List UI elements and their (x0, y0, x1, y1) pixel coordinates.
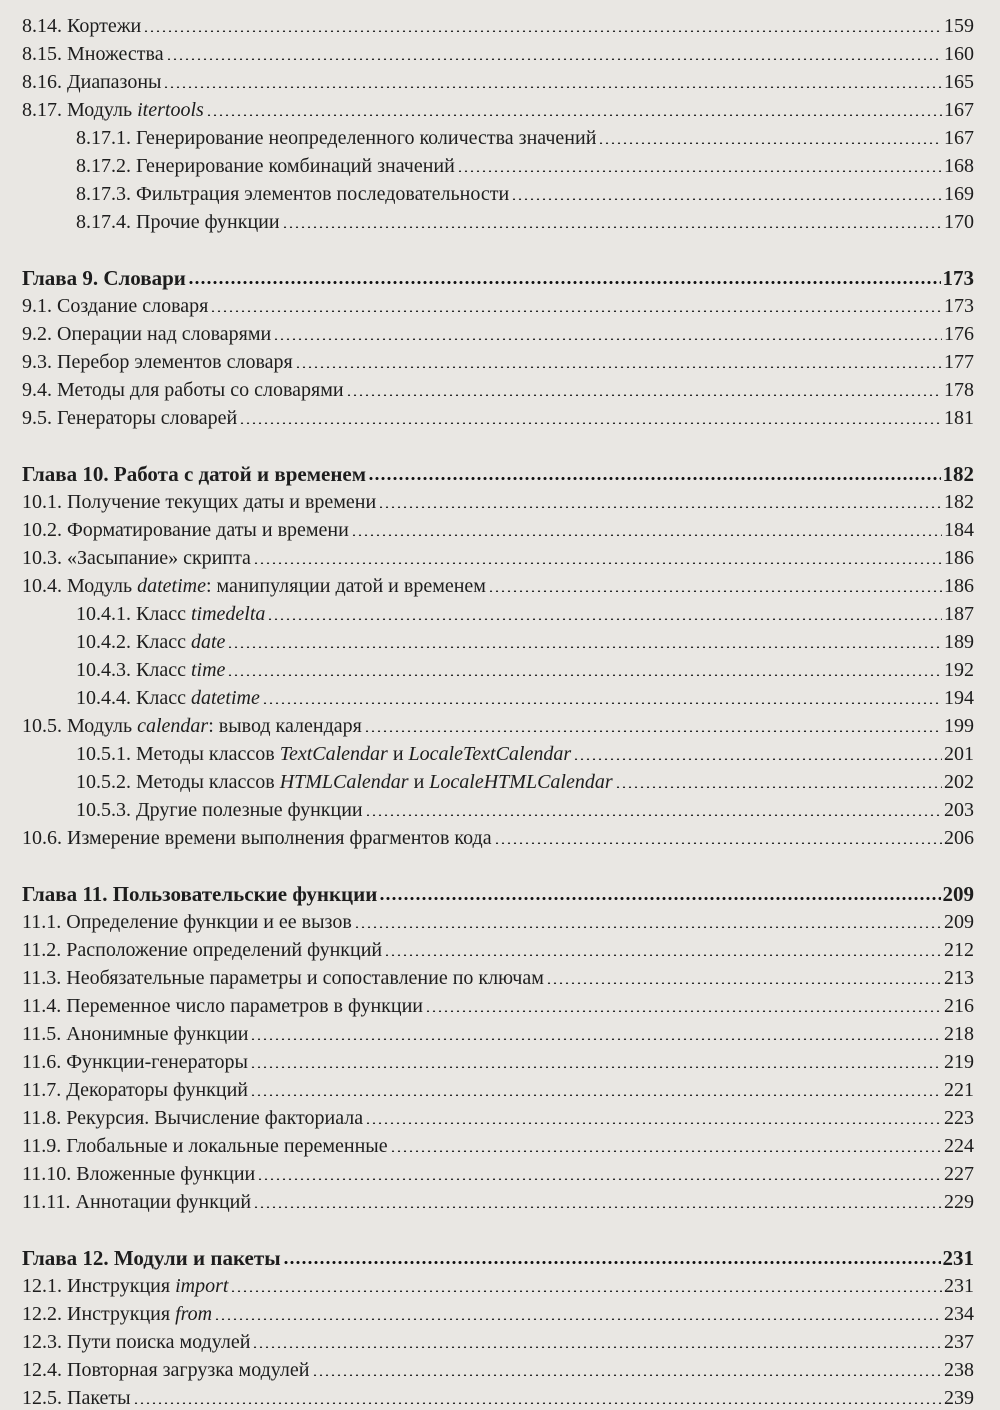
toc-entry-title (22, 1050, 248, 1074)
toc-title-part: 11.8. Рекурсия. Вычисление факториала (22, 1107, 364, 1129)
dot-leader (214, 1318, 942, 1320)
dot-leader (546, 982, 942, 984)
toc-entry-title (22, 70, 161, 94)
toc-entry-title (22, 1302, 212, 1326)
toc-title-part: 12.2. Инструкция (22, 1303, 176, 1325)
toc-entry (76, 738, 974, 766)
toc-title-part: datetime (190, 687, 260, 709)
toc-page-number: 184 (944, 519, 974, 541)
toc-entry (22, 1102, 974, 1130)
dot-leader (365, 814, 942, 816)
dot-leader (239, 422, 942, 424)
toc-title-part: 12.3. Пути поиска модулей (22, 1331, 251, 1353)
toc-title-part: 11.9. Глобальные и локальные переменные (22, 1135, 388, 1157)
dot-leader (250, 1094, 942, 1096)
toc-page-number: 160 (944, 43, 974, 65)
dot-leader (267, 618, 942, 620)
toc-page-number: 202 (944, 771, 974, 793)
toc-entry-title (22, 994, 423, 1018)
dot-leader (282, 226, 942, 228)
toc-page-number: 192 (944, 659, 974, 681)
toc-entry-title (22, 1022, 248, 1046)
toc-entry-title (76, 686, 260, 710)
toc-entry-title (22, 42, 164, 66)
toc-title-part: 11.11. Аннотации функций (22, 1191, 252, 1213)
toc-title-part: 11.6. Функции-генераторы (22, 1051, 248, 1073)
toc-chapter (22, 262, 974, 290)
dot-leader (227, 674, 942, 676)
toc-title-part: 9.2. Операции над словарями (22, 323, 272, 345)
toc-title-part: LocaleHTMLCalendar (429, 771, 613, 793)
toc-page-number: 216 (944, 995, 974, 1017)
toc-title-part: Глава 11. Пользовательские функции (22, 882, 378, 906)
toc-page-number: 167 (944, 99, 974, 121)
toc-entry (22, 710, 974, 738)
toc-entry-title (22, 1190, 251, 1214)
toc-title-part: 10.5.1. Методы классов (76, 743, 280, 765)
toc-title-part: 12.1. Инструкция (22, 1275, 176, 1297)
toc-page-number: 231 (942, 1246, 974, 1270)
dot-leader (488, 590, 942, 592)
toc-page-number: 229 (944, 1191, 974, 1213)
toc-title-part: 8.17.4. Прочие функции (76, 211, 280, 233)
toc-entry-title (22, 378, 344, 402)
toc-title-part: 8.14. Кортежи (22, 15, 142, 37)
toc-title-part: 8.16. Диапазоны (22, 71, 162, 93)
toc-title-part: 8.15. Множества (22, 43, 164, 65)
toc-entry (22, 1270, 974, 1298)
toc-title-part: LocaleTextCalendar (408, 743, 572, 765)
toc-page-number: 227 (944, 1163, 974, 1185)
toc-entry-title (22, 938, 382, 962)
toc-title-part: 9.4. Методы для работы со словарями (22, 379, 344, 401)
toc-page-number: 181 (944, 407, 974, 429)
toc-entry-title (22, 406, 237, 430)
toc-page-number: 218 (944, 1023, 974, 1045)
toc-page-number: 209 (944, 911, 974, 933)
toc-entry-title (22, 546, 251, 570)
dot-leader (252, 1346, 942, 1348)
toc-page-number: 165 (944, 71, 974, 93)
toc-title-part: Глава 9. Словари (22, 266, 186, 290)
dot-leader (166, 58, 942, 60)
toc-title-part: 10.3. «Засыпание» скрипта (22, 547, 251, 569)
toc-entry (22, 1382, 974, 1410)
toc-entry-title (22, 1386, 131, 1410)
toc-entry (22, 66, 974, 94)
toc-entry-title (22, 1358, 310, 1382)
dot-leader (351, 534, 942, 536)
toc-title-part: 11.4. Переменное число параметров в функции (22, 995, 423, 1017)
toc-title-part: 10.4. Модуль (22, 575, 138, 597)
toc-page-number: 221 (944, 1079, 974, 1101)
toc-title-part: 9.5. Генераторы словарей (22, 407, 238, 429)
dot-leader (365, 1122, 942, 1124)
toc-entry (76, 206, 974, 234)
toc-entry (76, 122, 974, 150)
dot-leader (253, 1206, 942, 1208)
toc-entry-title (22, 574, 486, 598)
toc-title-part: 11.1. Определение функции и ее вызов (22, 911, 352, 933)
toc-title-part: : манипуляции датой и временем (205, 575, 486, 597)
toc-entry (22, 318, 974, 346)
toc-entry (22, 94, 974, 122)
toc-entry-title (22, 1330, 250, 1354)
dot-leader (354, 926, 942, 928)
toc-title-part: Глава 12. Модули и пакеты (22, 1246, 281, 1270)
dot-leader (312, 1374, 943, 1376)
dot-leader (384, 954, 942, 956)
toc-page-number: 186 (944, 575, 974, 597)
toc-entry (76, 682, 974, 710)
toc-entry (22, 1158, 974, 1186)
dot-leader (273, 338, 942, 340)
toc-entry (76, 178, 974, 206)
toc-entry-title (22, 1078, 248, 1102)
toc-page-number: 177 (944, 351, 974, 373)
toc-entry (22, 962, 974, 990)
dot-leader (143, 30, 942, 32)
toc-page-number: 223 (944, 1107, 974, 1129)
toc-entry (76, 766, 974, 794)
toc-title-part: 11.5. Анонимные функции (22, 1023, 249, 1045)
toc-entry (22, 1018, 974, 1046)
dot-leader (257, 1178, 942, 1180)
toc-entry (22, 934, 974, 962)
dot-leader (210, 310, 942, 312)
toc-entry-title (22, 882, 377, 906)
toc-title-part: itertools (137, 99, 204, 121)
dot-leader (390, 1150, 942, 1152)
toc-title-part: 8.17.3. Фильтрация элементов последовательности (76, 183, 510, 205)
toc-chapter (22, 1242, 974, 1270)
toc-page-number: 239 (944, 1387, 974, 1409)
toc-entry-title (76, 770, 613, 794)
toc-page-number: 189 (944, 631, 974, 653)
toc-entry (76, 794, 974, 822)
toc-page-number: 212 (944, 939, 974, 961)
toc-entry (22, 290, 974, 318)
toc-page-number: 176 (944, 323, 974, 345)
toc-title-part: 10.4.2. Класс (76, 631, 191, 653)
toc-page-number: 173 (942, 266, 974, 290)
toc-entry (22, 1298, 974, 1326)
toc-entry-title (22, 14, 141, 38)
toc-title-part: 10.1. Получение текущих даты и времени (22, 491, 377, 513)
toc-entry-title (22, 350, 293, 374)
dot-leader (230, 1290, 942, 1292)
dot-leader (262, 702, 942, 704)
toc-entry (22, 38, 974, 66)
dot-leader (253, 562, 942, 564)
toc-title-part: 10.5.3. Другие полезные функции (76, 799, 363, 821)
toc-entry-title (22, 490, 376, 514)
dot-leader (598, 142, 942, 144)
toc-entry-title (76, 742, 571, 766)
toc-entry-title (22, 966, 544, 990)
toc-title-part: 9.3. Перебор элементов словаря (22, 351, 293, 373)
toc-entry-title (76, 182, 509, 206)
toc-entry-title (22, 1246, 281, 1270)
toc-entry (22, 1130, 974, 1158)
dot-leader (615, 786, 942, 788)
toc-page-number: 231 (944, 1275, 974, 1297)
dot-leader (188, 281, 941, 284)
toc-page-number: 178 (944, 379, 974, 401)
toc-entry (22, 1046, 974, 1074)
toc-title-part: timedelta (190, 603, 266, 625)
dot-leader (295, 366, 942, 368)
toc-title-part: : вывод календаря (208, 715, 362, 737)
toc-entry (22, 1074, 974, 1102)
dot-leader (206, 114, 942, 116)
toc-entry-title (76, 210, 280, 234)
dot-leader (425, 1010, 942, 1012)
toc-entry (22, 542, 974, 570)
toc-title-part: 10.4.4. Класс (76, 687, 191, 709)
toc-page-number: 169 (944, 183, 974, 205)
toc-title-part: 11.3. Необязательные параметры и сопоставление по ключам (22, 967, 544, 989)
toc-page-number: 209 (942, 882, 974, 906)
toc-entry-title (22, 1274, 228, 1298)
toc-entry-title (22, 1162, 255, 1186)
dot-leader (346, 394, 942, 396)
dot-leader (133, 1402, 942, 1404)
dot-leader (163, 86, 942, 88)
toc-page-number: 182 (942, 462, 974, 486)
toc-page-number: 206 (944, 827, 974, 849)
dot-leader (250, 1066, 942, 1068)
toc-title-part: 10.4.1. Класс (76, 603, 191, 625)
toc-entry-title (22, 322, 271, 346)
toc-page-number: 170 (944, 211, 974, 233)
toc-page-number: 159 (944, 15, 974, 37)
toc-title-part: 8.17.1. Генерирование неопределенного количества значений (76, 127, 597, 149)
toc-entry (22, 570, 974, 598)
toc-title-part: 10.5. Модуль (22, 715, 138, 737)
toc-page-number: 224 (944, 1135, 974, 1157)
toc-title-part: Глава 10. Работа с датой и временем (22, 462, 367, 486)
dot-leader (227, 646, 942, 648)
toc-title-part: TextCalendar (279, 743, 388, 765)
dot-leader (283, 1261, 941, 1264)
toc-entry-title (22, 294, 208, 318)
toc-entry-title (22, 266, 186, 290)
toc-title-part: time (190, 659, 226, 681)
toc-title-part: 10.4.3. Класс (76, 659, 191, 681)
toc-entry (22, 990, 974, 1018)
toc-entry (22, 346, 974, 374)
toc-entry (22, 906, 974, 934)
toc-title-part: 8.17.2. Генерирование комбинаций значений (76, 155, 455, 177)
dot-leader (364, 730, 942, 732)
toc-page-number: 203 (944, 799, 974, 821)
toc-entry-title (76, 630, 225, 654)
toc-title-part: 10.5.2. Методы классов (76, 771, 280, 793)
toc-entry-title (76, 602, 265, 626)
toc-entry (76, 626, 974, 654)
toc-entry-title (22, 826, 492, 850)
toc-page-number: 167 (944, 127, 974, 149)
toc-entry-title (22, 910, 352, 934)
toc-entry (22, 1326, 974, 1354)
toc-entry-title (22, 1106, 363, 1130)
toc-entry (22, 10, 974, 38)
toc-entry (22, 514, 974, 542)
toc-page-number: 237 (944, 1331, 974, 1353)
toc-title-part: 10.2. Форматирование даты и времени (22, 519, 349, 541)
toc-title-part: и (387, 743, 409, 765)
toc-entry (22, 374, 974, 402)
toc-title-part: HTMLCalendar (279, 771, 409, 793)
toc-page-number: 234 (944, 1303, 974, 1325)
dot-leader (457, 170, 942, 172)
toc-entry (76, 654, 974, 682)
toc-title-part: 11.2. Расположение определений функций (22, 939, 383, 961)
toc-chapter (22, 878, 974, 906)
toc-title-part: 9.1. Создание словаря (22, 295, 209, 317)
dot-leader (494, 842, 942, 844)
toc-page-number: 219 (944, 1051, 974, 1073)
dot-leader (511, 198, 942, 200)
toc-title-part: 10.6. Измерение времени выполнения фрагментов кода (22, 827, 492, 849)
toc-page-number: 187 (944, 603, 974, 625)
toc-title-part: calendar (137, 715, 209, 737)
toc-page-number: 173 (944, 295, 974, 317)
toc-page-number: 199 (944, 715, 974, 737)
toc-title-part: from (175, 1303, 213, 1325)
toc-page-number: 201 (944, 743, 974, 765)
toc-title-part: 8.17. Модуль (22, 99, 138, 121)
dot-leader (379, 897, 940, 900)
toc-entry-title (22, 518, 349, 542)
toc-entry-title (22, 462, 366, 486)
dot-leader (250, 1038, 942, 1040)
toc-title-part: import (175, 1275, 229, 1297)
toc-title-part: 12.4. Повторная загрузка модулей (22, 1359, 310, 1381)
toc-entry-title (76, 126, 596, 150)
toc-entry-title (76, 154, 455, 178)
toc-entry (22, 1354, 974, 1382)
dot-leader (573, 758, 942, 760)
toc-title-part: 11.10. Вложенные функции (22, 1163, 256, 1185)
toc-page-number: 182 (944, 491, 974, 513)
toc-title-part: date (190, 631, 226, 653)
toc-title-part: и (408, 771, 430, 793)
toc-entry-title (76, 798, 363, 822)
toc-entry (76, 150, 974, 178)
toc-entry (76, 598, 974, 626)
toc-page-number: 238 (944, 1359, 974, 1381)
toc-title-part: 11.7. Декораторы функций (22, 1079, 248, 1101)
toc-entry-title (22, 98, 204, 122)
toc-entry-title (22, 714, 362, 738)
toc-entry (22, 486, 974, 514)
toc-title-part: datetime (137, 575, 206, 597)
dot-leader (368, 477, 940, 480)
toc-entry (22, 402, 974, 430)
toc-page-number: 186 (944, 547, 974, 569)
toc-chapter (22, 458, 974, 486)
toc-title-part: 12.5. Пакеты (22, 1387, 131, 1409)
toc-entry-title (76, 658, 225, 682)
toc-page-number: 168 (944, 155, 974, 177)
toc-entry (22, 822, 974, 850)
toc-page-number: 213 (944, 967, 974, 989)
toc-entry-title (22, 1134, 388, 1158)
dot-leader (378, 506, 942, 508)
toc-page-number: 194 (944, 687, 974, 709)
toc-entry (22, 1186, 974, 1214)
